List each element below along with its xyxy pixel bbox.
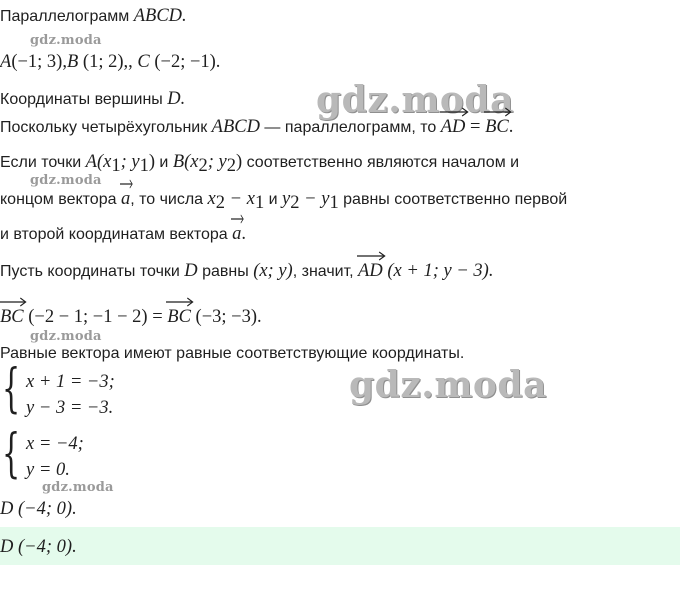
watermark-big: gdz.moda bbox=[349, 364, 547, 406]
watermark-small: gdz.moda bbox=[30, 329, 102, 344]
statement-math: ABCD. bbox=[133, 6, 187, 26]
problem-statement bbox=[0, 5, 187, 28]
solution-line-1: Поскольку четырёхугольник ABCD — параллелограмм, то AD = BC. bbox=[0, 116, 513, 139]
vector-ad: AD bbox=[441, 116, 466, 138]
text-segment: Поскольку четырёхугольник bbox=[0, 119, 212, 136]
vector-arrow-icon bbox=[440, 107, 468, 117]
answer-text: D (−4; 0). bbox=[0, 537, 77, 557]
result-line: D (−4; 0). bbox=[0, 499, 77, 519]
point-a-label: A bbox=[0, 52, 12, 72]
watermark-big: gdz.moda bbox=[316, 79, 514, 121]
system2-row1: x = −4; bbox=[26, 434, 84, 454]
solution-line-2: Если точки $A(x_1$; $y_1$) и $B(x_2$; $y_2$) соответственно являются началом и bbox=[0, 152, 520, 176]
brace-icon: { bbox=[2, 359, 21, 419]
vector-a: a bbox=[121, 188, 130, 210]
vector-arrow-icon bbox=[231, 214, 243, 224]
task-math: D. bbox=[167, 89, 186, 109]
solution-line-4: и второй координатам вектора a. bbox=[0, 223, 246, 246]
system1-row2: y − 3 = −3. bbox=[26, 398, 114, 418]
solution-line-5: Пусть координаты точки D равны (x; y), значит, AD (x + 1; y − 3). bbox=[0, 260, 493, 283]
text-segment: Если точки bbox=[0, 154, 86, 171]
vector-arrow-icon bbox=[484, 107, 511, 117]
points-line: A(−1; 3),B (1; 2),, C (−2; −1). bbox=[0, 52, 221, 72]
system2-row2: y = 0. bbox=[26, 460, 70, 480]
system1-row1: x + 1 = −3; bbox=[26, 372, 115, 392]
math-abcd: ABCD bbox=[211, 117, 260, 137]
solution-line-3: концом вектора a, то числа $x_2 - x_1$ и $y_2 - y_1$ равны соответственно первой bbox=[0, 188, 567, 214]
watermark-small: gdz.moda bbox=[30, 33, 102, 48]
point-c-label: C bbox=[137, 52, 150, 72]
watermark-small: gdz.moda bbox=[42, 480, 114, 495]
solution-line-7: Равные вектора имеют равные соответствующие координаты. bbox=[0, 345, 465, 362]
vector-arrow-icon bbox=[357, 251, 385, 261]
point-a-coords: (−1; 3), bbox=[11, 52, 67, 72]
answer-box bbox=[0, 527, 680, 565]
vector-bc: BC bbox=[485, 116, 509, 138]
vector-bc: BC bbox=[0, 306, 24, 328]
point-b-label: B bbox=[66, 52, 79, 72]
solution-line-6: BC (−2 − 1; −1 − 2) = BC (−3; −3). bbox=[0, 306, 262, 329]
task-text: Координаты вершины bbox=[0, 91, 168, 108]
task-line bbox=[0, 88, 185, 111]
text-segment: — параллелограмм, то bbox=[259, 119, 441, 136]
vector-arrow-icon bbox=[166, 297, 193, 307]
vector-bc: BC bbox=[167, 306, 191, 328]
vector-arrow-icon bbox=[120, 179, 132, 189]
point-c-coords: (−2; −1). bbox=[149, 52, 221, 72]
vector-ad: AD bbox=[358, 260, 383, 282]
point-b-coords: (1; 2), bbox=[78, 52, 129, 72]
brace-icon: { bbox=[2, 424, 21, 484]
vector-a: a bbox=[232, 223, 241, 245]
vector-arrow-icon bbox=[0, 297, 26, 307]
statement-text: Параллелограмм bbox=[0, 8, 134, 25]
watermark-small: gdz.moda bbox=[30, 173, 102, 188]
equals-sign: = bbox=[465, 117, 486, 137]
